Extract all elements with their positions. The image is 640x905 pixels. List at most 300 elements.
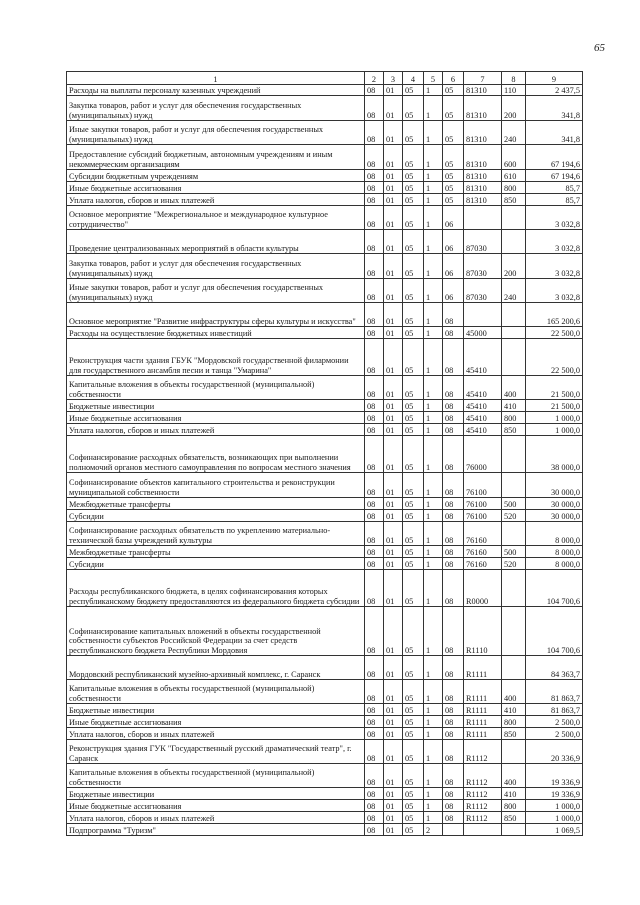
column-header-3: 3 bbox=[384, 72, 403, 85]
column-header-5: 5 bbox=[424, 72, 443, 85]
amount-cell: 2 500,0 bbox=[526, 716, 583, 728]
code-cell-c4: 05 bbox=[403, 327, 424, 339]
code-cell-c5: 1 bbox=[424, 170, 443, 182]
amount-cell: 38 000,0 bbox=[526, 436, 583, 473]
code-cell-c6: 08 bbox=[443, 522, 464, 546]
row-name: Иные бюджетные ассигнования bbox=[67, 412, 365, 424]
code-cell-c7: 76160 bbox=[464, 558, 502, 570]
code-cell-c5: 2 bbox=[424, 824, 443, 836]
row-name: Иные закупки товаров, работ и услуг для обеспечения государственных (муниципальных) нужд bbox=[67, 279, 365, 303]
code-cell-c8: 800 bbox=[502, 800, 526, 812]
code-cell-c7 bbox=[464, 303, 502, 327]
code-cell-c6: 08 bbox=[443, 436, 464, 473]
code-cell-c7: R1111 bbox=[464, 716, 502, 728]
code-cell-c2: 08 bbox=[365, 279, 384, 303]
table-row bbox=[67, 558, 583, 570]
code-cell-c8 bbox=[502, 206, 526, 230]
table-row bbox=[67, 764, 583, 788]
code-cell-c6: 08 bbox=[443, 607, 464, 656]
row-name: Закупка товаров, работ и услуг для обеспечения государственных (муниципальных) нужд bbox=[67, 254, 365, 279]
code-cell-c5: 1 bbox=[424, 436, 443, 473]
code-cell-c3: 01 bbox=[384, 145, 403, 170]
amount-cell: 2 500,0 bbox=[526, 728, 583, 740]
code-cell-c7: 76000 bbox=[464, 436, 502, 473]
code-cell-c5: 1 bbox=[424, 546, 443, 558]
code-cell-c8: 410 bbox=[502, 788, 526, 800]
code-cell-c8 bbox=[502, 740, 526, 764]
code-cell-c4: 05 bbox=[403, 716, 424, 728]
code-cell-c8: 800 bbox=[502, 716, 526, 728]
amount-cell: 341,8 bbox=[526, 96, 583, 121]
code-cell-c7: 76100 bbox=[464, 498, 502, 510]
amount-cell: 3 032,8 bbox=[526, 254, 583, 279]
table-row bbox=[67, 522, 583, 546]
code-cell-c2: 08 bbox=[365, 400, 384, 412]
code-cell-c7: R1112 bbox=[464, 812, 502, 824]
code-cell-c3: 01 bbox=[384, 170, 403, 182]
code-cell-c5: 1 bbox=[424, 206, 443, 230]
row-name: Иные бюджетные ассигнования bbox=[67, 716, 365, 728]
code-cell-c4: 05 bbox=[403, 522, 424, 546]
amount-cell: 1 000,0 bbox=[526, 424, 583, 436]
table-row bbox=[67, 498, 583, 510]
code-cell-c6: 08 bbox=[443, 570, 464, 607]
code-cell-c4: 05 bbox=[403, 145, 424, 170]
code-cell-c8: 400 bbox=[502, 764, 526, 788]
code-cell-c4: 05 bbox=[403, 170, 424, 182]
code-cell-c6: 06 bbox=[443, 279, 464, 303]
amount-cell: 3 032,8 bbox=[526, 279, 583, 303]
code-cell-c4: 05 bbox=[403, 570, 424, 607]
code-cell-c5: 1 bbox=[424, 412, 443, 424]
code-cell-c2: 08 bbox=[365, 498, 384, 510]
code-cell-c5: 1 bbox=[424, 400, 443, 412]
row-name: Расходы на осуществление бюджетных инвестиций bbox=[67, 327, 365, 339]
amount-cell: 81 863,7 bbox=[526, 680, 583, 704]
code-cell-c6: 08 bbox=[443, 424, 464, 436]
code-cell-c4: 05 bbox=[403, 279, 424, 303]
code-cell-c4: 05 bbox=[403, 412, 424, 424]
code-cell-c8: 800 bbox=[502, 182, 526, 194]
code-cell-c3: 01 bbox=[384, 327, 403, 339]
code-cell-c4: 05 bbox=[403, 728, 424, 740]
code-cell-c5: 1 bbox=[424, 680, 443, 704]
table-row bbox=[67, 680, 583, 704]
row-name: Проведение централизованных мероприятий в области культуры bbox=[67, 230, 365, 254]
table-row bbox=[67, 170, 583, 182]
code-cell-c8: 200 bbox=[502, 96, 526, 121]
row-name: Софинансирование расходных обязательств по укреплению материально-технической базы учреждений культуры bbox=[67, 522, 365, 546]
code-cell-c8 bbox=[502, 824, 526, 836]
code-cell-c7: 81310 bbox=[464, 145, 502, 170]
code-cell-c3: 01 bbox=[384, 546, 403, 558]
code-cell-c7: 45410 bbox=[464, 339, 502, 376]
code-cell-c2: 08 bbox=[365, 510, 384, 522]
code-cell-c4: 05 bbox=[403, 85, 424, 96]
code-cell-c5: 1 bbox=[424, 800, 443, 812]
code-cell-c4: 05 bbox=[403, 546, 424, 558]
code-cell-c3: 01 bbox=[384, 96, 403, 121]
code-cell-c5: 1 bbox=[424, 510, 443, 522]
code-cell-c6: 08 bbox=[443, 412, 464, 424]
code-cell-c5: 1 bbox=[424, 522, 443, 546]
row-name: Расходы республиканского бюджета, в целях софинансирования которых республиканскому бюджету предоставляются из федерального бюджета субсидии bbox=[67, 570, 365, 607]
amount-cell: 84 363,7 bbox=[526, 656, 583, 680]
code-cell-c6 bbox=[443, 824, 464, 836]
amount-cell: 85,7 bbox=[526, 194, 583, 206]
code-cell-c7: R1112 bbox=[464, 800, 502, 812]
row-name: Капитальные вложения в объекты государственной (муниципальной) собственности bbox=[67, 764, 365, 788]
code-cell-c3: 01 bbox=[384, 656, 403, 680]
code-cell-c7: 76100 bbox=[464, 510, 502, 522]
code-cell-c3: 01 bbox=[384, 788, 403, 800]
row-name: Софинансирование капитальных вложений в объекты государственной собственности субъектов Российской Федерации за счет средств республиканского бюджета Республики Мордовия bbox=[67, 607, 365, 656]
amount-cell: 22 500,0 bbox=[526, 327, 583, 339]
code-cell-c4: 05 bbox=[403, 303, 424, 327]
code-cell-c6: 08 bbox=[443, 327, 464, 339]
code-cell-c5: 1 bbox=[424, 740, 443, 764]
code-cell-c2: 08 bbox=[365, 376, 384, 400]
code-cell-c8 bbox=[502, 522, 526, 546]
code-cell-c6: 08 bbox=[443, 546, 464, 558]
code-cell-c8: 200 bbox=[502, 254, 526, 279]
code-cell-c7: 81310 bbox=[464, 96, 502, 121]
code-cell-c8: 850 bbox=[502, 194, 526, 206]
code-cell-c5: 1 bbox=[424, 254, 443, 279]
code-cell-c4: 05 bbox=[403, 800, 424, 812]
amount-cell: 20 336,9 bbox=[526, 740, 583, 764]
amount-cell: 1 069,5 bbox=[526, 824, 583, 836]
code-cell-c2: 08 bbox=[365, 436, 384, 473]
code-cell-c6: 05 bbox=[443, 194, 464, 206]
code-cell-c7: 45410 bbox=[464, 424, 502, 436]
code-cell-c4: 05 bbox=[403, 510, 424, 522]
row-name: Подпрограмма "Туризм" bbox=[67, 824, 365, 836]
code-cell-c2: 08 bbox=[365, 740, 384, 764]
code-cell-c3: 01 bbox=[384, 436, 403, 473]
amount-cell: 1 000,0 bbox=[526, 800, 583, 812]
code-cell-c8: 240 bbox=[502, 121, 526, 145]
code-cell-c5: 1 bbox=[424, 498, 443, 510]
code-cell-c8: 850 bbox=[502, 812, 526, 824]
code-cell-c8 bbox=[502, 303, 526, 327]
amount-cell: 30 000,0 bbox=[526, 473, 583, 498]
code-cell-c5: 1 bbox=[424, 728, 443, 740]
code-cell-c7: R1111 bbox=[464, 704, 502, 716]
code-cell-c4: 05 bbox=[403, 206, 424, 230]
row-name: Межбюджетные трансферты bbox=[67, 546, 365, 558]
code-cell-c3: 01 bbox=[384, 680, 403, 704]
code-cell-c4: 05 bbox=[403, 194, 424, 206]
code-cell-c4: 05 bbox=[403, 656, 424, 680]
code-cell-c3: 01 bbox=[384, 800, 403, 812]
code-cell-c6: 05 bbox=[443, 85, 464, 96]
budget-table bbox=[66, 71, 583, 836]
code-cell-c4: 05 bbox=[403, 376, 424, 400]
amount-cell: 85,7 bbox=[526, 182, 583, 194]
table-row bbox=[67, 327, 583, 339]
code-cell-c3: 01 bbox=[384, 339, 403, 376]
code-cell-c8: 400 bbox=[502, 376, 526, 400]
code-cell-c5: 1 bbox=[424, 194, 443, 206]
code-cell-c7 bbox=[464, 206, 502, 230]
amount-cell: 67 194,6 bbox=[526, 145, 583, 170]
amount-cell: 165 200,6 bbox=[526, 303, 583, 327]
table-row bbox=[67, 279, 583, 303]
code-cell-c5: 1 bbox=[424, 182, 443, 194]
code-cell-c6: 08 bbox=[443, 788, 464, 800]
code-cell-c7: 76160 bbox=[464, 522, 502, 546]
column-header-6: 6 bbox=[443, 72, 464, 85]
table-row bbox=[67, 788, 583, 800]
code-cell-c3: 01 bbox=[384, 412, 403, 424]
column-header-8: 8 bbox=[502, 72, 526, 85]
code-cell-c6: 08 bbox=[443, 400, 464, 412]
code-cell-c7: 76100 bbox=[464, 473, 502, 498]
code-cell-c3: 01 bbox=[384, 230, 403, 254]
table-row bbox=[67, 570, 583, 607]
code-cell-c6: 08 bbox=[443, 656, 464, 680]
code-cell-c4: 05 bbox=[403, 788, 424, 800]
code-cell-c3: 01 bbox=[384, 303, 403, 327]
row-name: Мордовский республиканский музейно-архивный комплекс, г. Саранск bbox=[67, 656, 365, 680]
code-cell-c2: 08 bbox=[365, 473, 384, 498]
code-cell-c6: 05 bbox=[443, 170, 464, 182]
page-number: 65 bbox=[594, 42, 605, 54]
amount-cell: 341,8 bbox=[526, 121, 583, 145]
table-row bbox=[67, 339, 583, 376]
amount-cell: 1 000,0 bbox=[526, 812, 583, 824]
code-cell-c5: 1 bbox=[424, 85, 443, 96]
code-cell-c8 bbox=[502, 473, 526, 498]
code-cell-c6: 06 bbox=[443, 206, 464, 230]
code-cell-c8 bbox=[502, 570, 526, 607]
code-cell-c5: 1 bbox=[424, 558, 443, 570]
code-cell-c6: 08 bbox=[443, 473, 464, 498]
code-cell-c3: 01 bbox=[384, 182, 403, 194]
code-cell-c3: 01 bbox=[384, 510, 403, 522]
amount-cell: 21 500,0 bbox=[526, 376, 583, 400]
row-name: Бюджетные инвестиции bbox=[67, 704, 365, 716]
code-cell-c3: 01 bbox=[384, 522, 403, 546]
code-cell-c3: 01 bbox=[384, 279, 403, 303]
row-name: Основное мероприятие "Межрегиональное и международное культурное сотрудничество" bbox=[67, 206, 365, 230]
code-cell-c2: 08 bbox=[365, 85, 384, 96]
code-cell-c6: 08 bbox=[443, 303, 464, 327]
code-cell-c3: 01 bbox=[384, 728, 403, 740]
code-cell-c2: 08 bbox=[365, 339, 384, 376]
code-cell-c8: 400 bbox=[502, 680, 526, 704]
table-row bbox=[67, 145, 583, 170]
code-cell-c2: 08 bbox=[365, 145, 384, 170]
amount-cell: 8 000,0 bbox=[526, 558, 583, 570]
code-cell-c2: 08 bbox=[365, 230, 384, 254]
code-cell-c7: R1111 bbox=[464, 728, 502, 740]
row-name: Межбюджетные трансферты bbox=[67, 498, 365, 510]
row-name: Уплата налогов, сборов и иных платежей bbox=[67, 812, 365, 824]
code-cell-c7: 81310 bbox=[464, 121, 502, 145]
code-cell-c3: 01 bbox=[384, 121, 403, 145]
code-cell-c8 bbox=[502, 327, 526, 339]
table-row bbox=[67, 376, 583, 400]
code-cell-c5: 1 bbox=[424, 279, 443, 303]
row-name: Уплата налогов, сборов и иных платежей bbox=[67, 424, 365, 436]
amount-cell: 8 000,0 bbox=[526, 546, 583, 558]
code-cell-c7: 76160 bbox=[464, 546, 502, 558]
table-row bbox=[67, 740, 583, 764]
code-cell-c8: 410 bbox=[502, 400, 526, 412]
code-cell-c8: 500 bbox=[502, 498, 526, 510]
code-cell-c8: 410 bbox=[502, 704, 526, 716]
amount-cell: 3 032,8 bbox=[526, 230, 583, 254]
row-name: Бюджетные инвестиции bbox=[67, 788, 365, 800]
code-cell-c7: 45410 bbox=[464, 400, 502, 412]
code-cell-c6: 08 bbox=[443, 339, 464, 376]
code-cell-c3: 01 bbox=[384, 206, 403, 230]
code-cell-c6: 05 bbox=[443, 145, 464, 170]
code-cell-c3: 01 bbox=[384, 607, 403, 656]
code-cell-c6: 05 bbox=[443, 182, 464, 194]
table-row bbox=[67, 121, 583, 145]
row-name: Иные бюджетные ассигнования bbox=[67, 800, 365, 812]
code-cell-c7: 87030 bbox=[464, 279, 502, 303]
code-cell-c4: 05 bbox=[403, 498, 424, 510]
table-row bbox=[67, 607, 583, 656]
amount-cell: 8 000,0 bbox=[526, 522, 583, 546]
code-cell-c7: 81310 bbox=[464, 170, 502, 182]
code-cell-c3: 01 bbox=[384, 824, 403, 836]
code-cell-c4: 05 bbox=[403, 230, 424, 254]
table-row bbox=[67, 824, 583, 836]
code-cell-c8: 110 bbox=[502, 85, 526, 96]
amount-cell: 104 700,6 bbox=[526, 570, 583, 607]
code-cell-c5: 1 bbox=[424, 424, 443, 436]
code-cell-c5: 1 bbox=[424, 788, 443, 800]
code-cell-c6: 08 bbox=[443, 800, 464, 812]
code-cell-c5: 1 bbox=[424, 764, 443, 788]
code-cell-c2: 08 bbox=[365, 206, 384, 230]
code-cell-c4: 05 bbox=[403, 812, 424, 824]
table-row bbox=[67, 303, 583, 327]
code-cell-c3: 01 bbox=[384, 740, 403, 764]
code-cell-c7: R0000 bbox=[464, 570, 502, 607]
code-cell-c2: 08 bbox=[365, 546, 384, 558]
code-cell-c2: 08 bbox=[365, 680, 384, 704]
code-cell-c7: 45410 bbox=[464, 376, 502, 400]
table-row bbox=[67, 656, 583, 680]
amount-cell: 30 000,0 bbox=[526, 498, 583, 510]
code-cell-c8: 240 bbox=[502, 279, 526, 303]
code-cell-c2: 08 bbox=[365, 656, 384, 680]
code-cell-c4: 05 bbox=[403, 254, 424, 279]
amount-cell: 21 500,0 bbox=[526, 400, 583, 412]
row-name: Уплата налогов, сборов и иных платежей bbox=[67, 728, 365, 740]
code-cell-c2: 08 bbox=[365, 424, 384, 436]
table-body bbox=[67, 85, 583, 836]
code-cell-c2: 08 bbox=[365, 570, 384, 607]
code-cell-c3: 01 bbox=[384, 704, 403, 716]
code-cell-c4: 05 bbox=[403, 339, 424, 376]
amount-cell: 1 000,0 bbox=[526, 412, 583, 424]
code-cell-c5: 1 bbox=[424, 812, 443, 824]
code-cell-c8: 850 bbox=[502, 424, 526, 436]
code-cell-c2: 08 bbox=[365, 716, 384, 728]
table-row bbox=[67, 473, 583, 498]
code-cell-c6: 06 bbox=[443, 230, 464, 254]
row-name: Основное мероприятие "Развитие инфраструктуры сферы культуры и искусства" bbox=[67, 303, 365, 327]
code-cell-c5: 1 bbox=[424, 473, 443, 498]
code-cell-c5: 1 bbox=[424, 327, 443, 339]
code-cell-c2: 08 bbox=[365, 412, 384, 424]
code-cell-c7: 87030 bbox=[464, 254, 502, 279]
code-cell-c2: 08 bbox=[365, 558, 384, 570]
code-cell-c8 bbox=[502, 230, 526, 254]
code-cell-c8: 600 bbox=[502, 145, 526, 170]
column-header-4: 4 bbox=[403, 72, 424, 85]
code-cell-c5: 1 bbox=[424, 145, 443, 170]
code-cell-c2: 08 bbox=[365, 327, 384, 339]
code-cell-c8 bbox=[502, 339, 526, 376]
code-cell-c5: 1 bbox=[424, 96, 443, 121]
code-cell-c3: 01 bbox=[384, 558, 403, 570]
code-cell-c3: 01 bbox=[384, 376, 403, 400]
code-cell-c6: 05 bbox=[443, 121, 464, 145]
code-cell-c6: 08 bbox=[443, 680, 464, 704]
amount-cell: 19 336,9 bbox=[526, 788, 583, 800]
row-name: Иные бюджетные ассигнования bbox=[67, 182, 365, 194]
table-row bbox=[67, 546, 583, 558]
code-cell-c4: 05 bbox=[403, 607, 424, 656]
code-cell-c3: 01 bbox=[384, 424, 403, 436]
code-cell-c8: 520 bbox=[502, 558, 526, 570]
amount-cell: 19 336,9 bbox=[526, 764, 583, 788]
code-cell-c4: 05 bbox=[403, 764, 424, 788]
code-cell-c3: 01 bbox=[384, 254, 403, 279]
code-cell-c8: 800 bbox=[502, 412, 526, 424]
row-name: Капитальные вложения в объекты государственной (муниципальной) собственности bbox=[67, 376, 365, 400]
column-header-9: 9 bbox=[526, 72, 583, 85]
row-name: Реконструкция части здания ГБУК "Мордовской государственной филармонии для государственного ансамбля песни и танца "Умарина" bbox=[67, 339, 365, 376]
code-cell-c5: 1 bbox=[424, 303, 443, 327]
row-name: Софинансирование объектов капитального строительства и реконструкции муниципальной собственности bbox=[67, 473, 365, 498]
table-row bbox=[67, 206, 583, 230]
code-cell-c2: 08 bbox=[365, 824, 384, 836]
code-cell-c5: 1 bbox=[424, 716, 443, 728]
code-cell-c5: 1 bbox=[424, 607, 443, 656]
table-row bbox=[67, 812, 583, 824]
code-cell-c8: 500 bbox=[502, 546, 526, 558]
column-header-7: 7 bbox=[464, 72, 502, 85]
code-cell-c2: 08 bbox=[365, 800, 384, 812]
code-cell-c8 bbox=[502, 607, 526, 656]
table-row bbox=[67, 510, 583, 522]
code-cell-c3: 01 bbox=[384, 498, 403, 510]
code-cell-c2: 08 bbox=[365, 254, 384, 279]
code-cell-c8 bbox=[502, 436, 526, 473]
code-cell-c5: 1 bbox=[424, 656, 443, 680]
code-cell-c4: 05 bbox=[403, 121, 424, 145]
code-cell-c7: 81310 bbox=[464, 85, 502, 96]
code-cell-c5: 1 bbox=[424, 704, 443, 716]
code-cell-c7: 45000 bbox=[464, 327, 502, 339]
amount-cell: 22 500,0 bbox=[526, 339, 583, 376]
table-row bbox=[67, 424, 583, 436]
amount-cell: 3 032,8 bbox=[526, 206, 583, 230]
header-row bbox=[67, 72, 583, 85]
code-cell-c2: 08 bbox=[365, 96, 384, 121]
code-cell-c2: 08 bbox=[365, 764, 384, 788]
code-cell-c5: 1 bbox=[424, 570, 443, 607]
